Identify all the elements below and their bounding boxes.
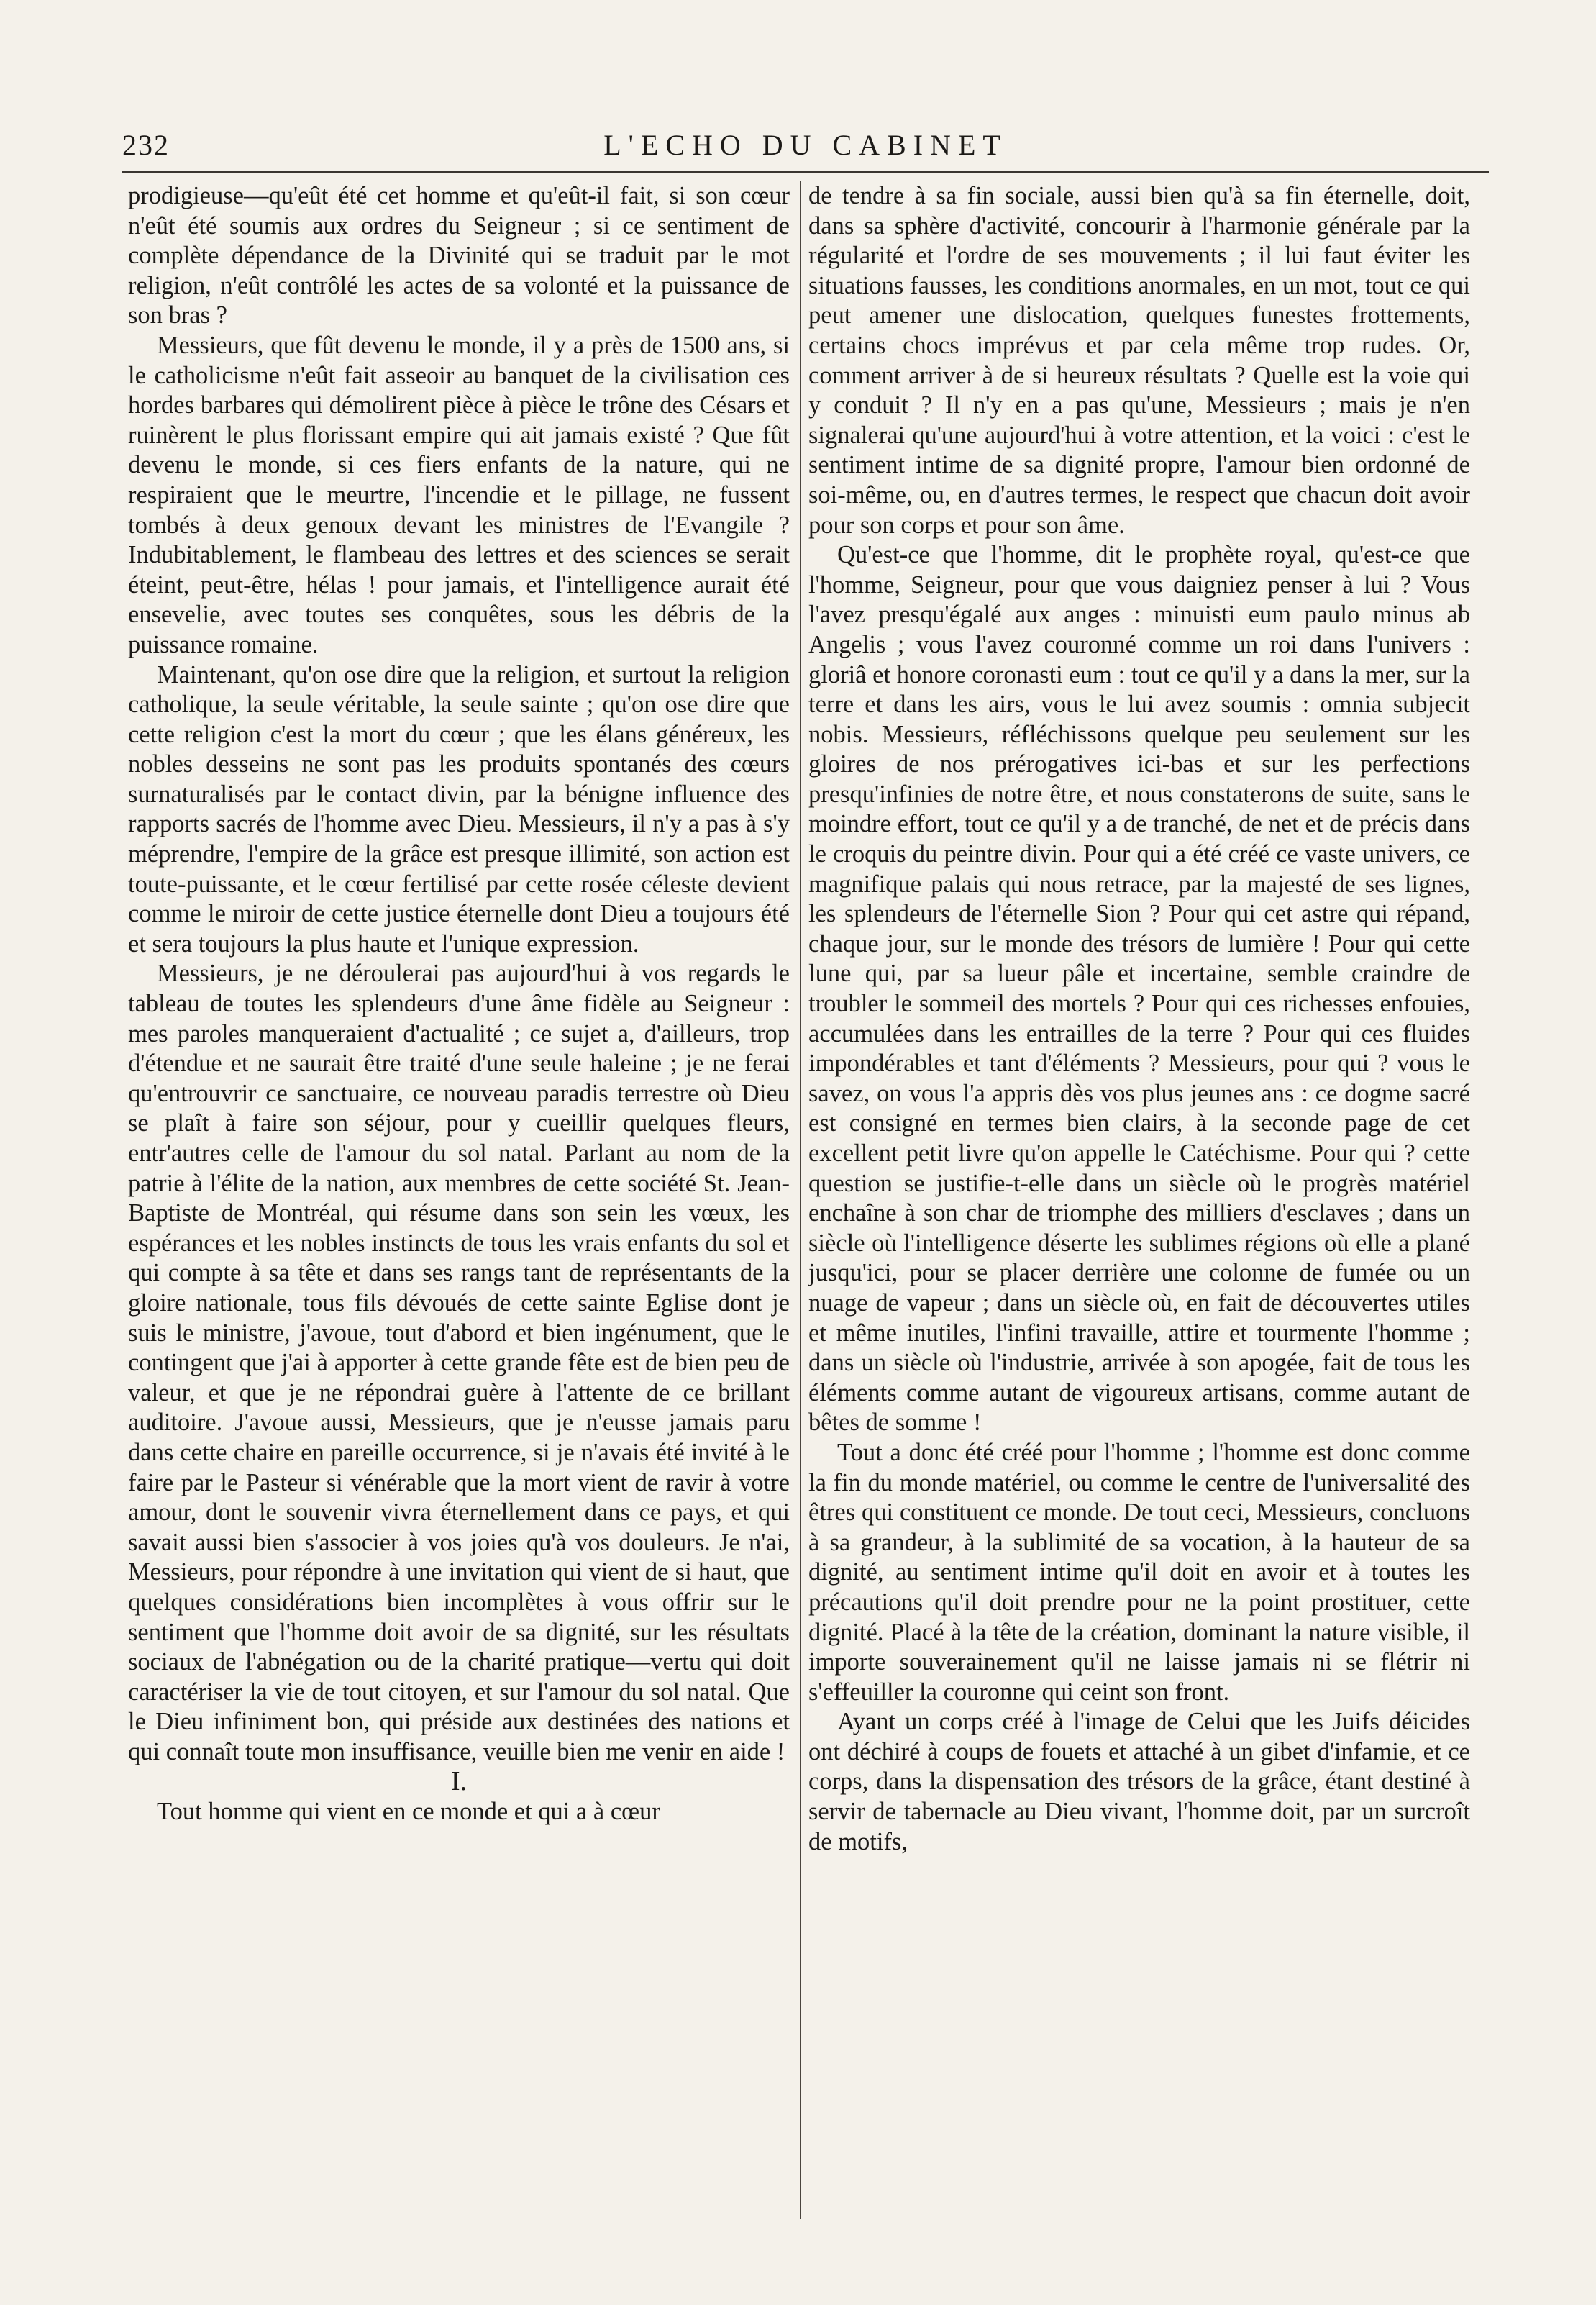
paragraph: de tendre à sa fin sociale, aussi bien qu'à sa fin éternelle, doit, dans sa sphère d'activité, concourir à l'harmonie générale par la régularité et l'ordre de ses mouvements ; il lui faut éviter les situations fausses, les conditions anormales, en un mot, tout ce qui peut amener une dislocation, quelques funestes frottements, certains chocs imprévus et par cela même trop rudes. Or, comment arriver à de si heureux résultats ? Quelle est la voie qui y conduit ? Il n'y en a pas qu'une, Messieurs ; mais je n'en signalerai qu'une aujourd'hui à votre attention, et la voici : c'est le sentiment intime de sa dignité propre, l'amour bien ordonné de soi-même, ou, en d'autres termes, le respect que chacun doit avoir pour son corps et pour son âme.: [808, 182, 1470, 539]
section-numeral: I.: [450, 1766, 468, 1797]
right-column: [808, 181, 1470, 1857]
paragraph: Messieurs, que fût devenu le monde, il y a près de 1500 ans, si le catholicisme n'eût fait asseoir au banquet de la civilisation ces hordes barbares qui démolirent pièce à pièce le trône des Césars et ruinèrent le plus florissant empire qui ait jamais existé ? Que fût devenu le monde, si ces fiers enfants de la nature, qui ne respiraient que le meurtre, l'incendie et le pillage, ne fussent tombés à deux genoux devant les ministres de l'Evangile ? Indubitablement, le flambeau des lettres et des sciences se serait éteint, peut-être, hélas ! pour jamais, et l'intelligence aurait été ensevelie, avec toutes ses conquêtes, sous les débris de la puissance romaine.: [128, 331, 790, 658]
paragraph: Qu'est-ce que l'homme, dit le prophète royal, qu'est-ce que l'homme, Seigneur, pour que vous daigniez penser à lui ? Vous l'avez presqu'égalé aux anges : minuisti eum paulo minus ab Angelis ; vous l'avez couronné comme un roi dans l'univers : gloriâ et honore coronasti eum : tout ce qu'il y a dans la mer, sur la terre et dans les airs, vous le lui avez soumis : omnia subjecit nobis. Messieurs, réfléchissons quelque peu seulement sur les gloires de nos prérogatives ici-bas et sur les perfections presqu'infinies de notre être, et nous constaterons de suite, sans le moindre effort, tout ce qu'il y a de tranché, de net et de précis dans le croquis du peintre divin. Pour qui a été créé ce vaste univers, ce magnifique palais qui nous retrace, par la majesté de ses lignes, les splendeurs de l'éternelle Sion ? Pour qui cet astre qui répand, chaque jour, sur le monde des trésors de lumière ! Pour qui cette lune qui, par sa lueur pâle et incertaine, semble craindre de troubler le sommeil des mortels ? Pour qui ces richesses enfouies, accumulées dans les entrailles de la terre ? Pour qui ces fluides impondérables et tant d'éléments ? Messieurs, pour qui ? vous le savez, on vous l'a appris dès vos plus jeunes ans : ce dogme sacré est consigné en termes bien clairs, à la seconde page de cet excellent petit livre qu'on appelle le Catéchisme. Pour qui ? cette question se justifie-t-elle dans un siècle où le progrès matériel enchaîne à son char de triomphe des milliers d'esclaves ; dans un siècle où l'intelligence déserte les sublimes régions où elle a plané jusqu'ici, pour se placer derrière une colonne de fumée ou un nuage de vapeur ; dans un siècle où, en fait de découvertes utiles et même inutiles, l'infini travaille, attire et tourmente l'homme ; dans un siècle où l'industrie, arrivée à son apogée, fait de tous les éléments comme autant de vigoureux artisans, comme autant de bêtes de somme !: [808, 541, 1470, 1437]
running-title: L'ECHO DU CABINET: [603, 129, 1008, 161]
left-column: [128, 181, 790, 1827]
paragraph: Tout homme qui vient en ce monde et qui a à cœur: [157, 1798, 660, 1826]
page-header: [122, 121, 1489, 171]
page-number: 232: [122, 129, 170, 161]
paragraph: Ayant un corps créé à l'image de Celui que les Juifs déicides ont déchiré à coups de fouets et attaché à un gibet d'infamie, et ce corps, dans la dispensation des trésors de la grâce, étant destiné à servir de tabernacle au Dieu vivant, l'homme doit, par un surcroît de motifs,: [808, 1708, 1470, 1855]
paragraph: Messieurs, je ne déroulerai pas aujourd'hui à vos regards le tableau de toutes les splendeurs d'une âme fidèle au Seigneur : mes paroles manqueraient d'actualité ; ce sujet a, d'ailleurs, trop d'étendue et ne saurait être traité d'une seule haleine ; je ne ferai qu'entrouvrir ce sanctuaire, ce nouveau paradis terrestre où Dieu se plaît à faire son séjour, pour y cueillir quelques fleurs, entr'autres celle de l'amour du sol natal. Parlant au nom de la patrie à l'élite de la nation, aux membres de cette société St. Jean-Baptiste de Montréal, qui résume dans son sein les vœux, les espérances et les nobles instincts de tous les vrais enfants du sol et qui compte à sa tête et dans ses rangs tant de représentants de la gloire nationale, tous fils dévoués de cette sainte Eglise dont je suis le ministre, j'avoue, tout d'abord et bien ingénument, que le contingent que j'ai à apporter à cette grande fête est de bien peu de valeur, et que je ne répondrai guère à l'attente de ce brillant auditoire. J'avoue aussi, Messieurs, que je n'eusse jamais paru dans cette chaire en pareille occurrence, si je n'avais été invité à le faire par le Pasteur si vénérable que la mort vient de ravir à votre amour, dont le souvenir vivra éternellement dans ce pays, et qui savait aussi bien s'associer à vos joies qu'à vos douleurs. Je n'ai, Messieurs, pour répondre à une invitation qui vient de si haut, que quelques considérations bien incomplètes à vous offrir sur le sentiment que l'homme doit avoir de sa dignité, sur les résultats sociaux de l'abnégation ou de la charité pratique—vertu qui doit caractériser la vie de tout citoyen, et sur l'amour du sol natal. Que le Dieu infiniment bon, qui préside aux destinées des nations et qui connaît toute mon insuffisance, veuille bien me venir en aide !: [128, 960, 790, 1765]
paragraph: Tout a donc été créé pour l'homme ; l'homme est donc comme la fin du monde matériel, ou comme le centre de l'universalité des êtres qui constituent ce monde. De tout ceci, Messieurs, concluons à sa grandeur, à la sublimité de sa vocation, à la hauteur de sa dignité, au sentiment intime qu'il doit en avoir et à toutes les précautions qu'il doit prendre pour ne la point prostituer, cette dignité. Placé à la tête de la création, dominant la nature visible, il importe souverainement qu'il ne laisse jamais ni se flétrir ni s'effeuiller la couronne qui ceint son front.: [808, 1438, 1470, 1706]
paragraph: prodigieuse—qu'eût été cet homme et qu'eût-il fait, si son cœur n'eût été soumis aux ordres du Seigneur ; si ce sentiment de complète dépendance de la Divinité qui se traduit par le mot religion, n'eût contrôlé les actes de sa volonté et la puissance de son bras ?: [128, 182, 790, 329]
paragraph: Maintenant, qu'on ose dire que la religion, et surtout la religion catholique, la seule véritable, la seule sainte ; qu'on ose dire que cette religion c'est la mort du cœur ; que les élans généreux, les nobles desseins ne sont pas les produits spontanés des cœurs surnaturalisés par le contact divin, par la bénigne influence des rapports sacrés de l'homme avec Dieu. Messieurs, il n'y a pas à s'y méprendre, l'empire de la grâce est presque illimité, son action est toute-puissante, et le cœur fertilisé par cette rosée céleste devient comme le miroir de cette justice éternelle dont Dieu a toujours été et sera toujours la plus haute et l'unique expression.: [128, 660, 790, 958]
column-divider: [800, 181, 801, 2219]
header-rule: [122, 171, 1489, 173]
